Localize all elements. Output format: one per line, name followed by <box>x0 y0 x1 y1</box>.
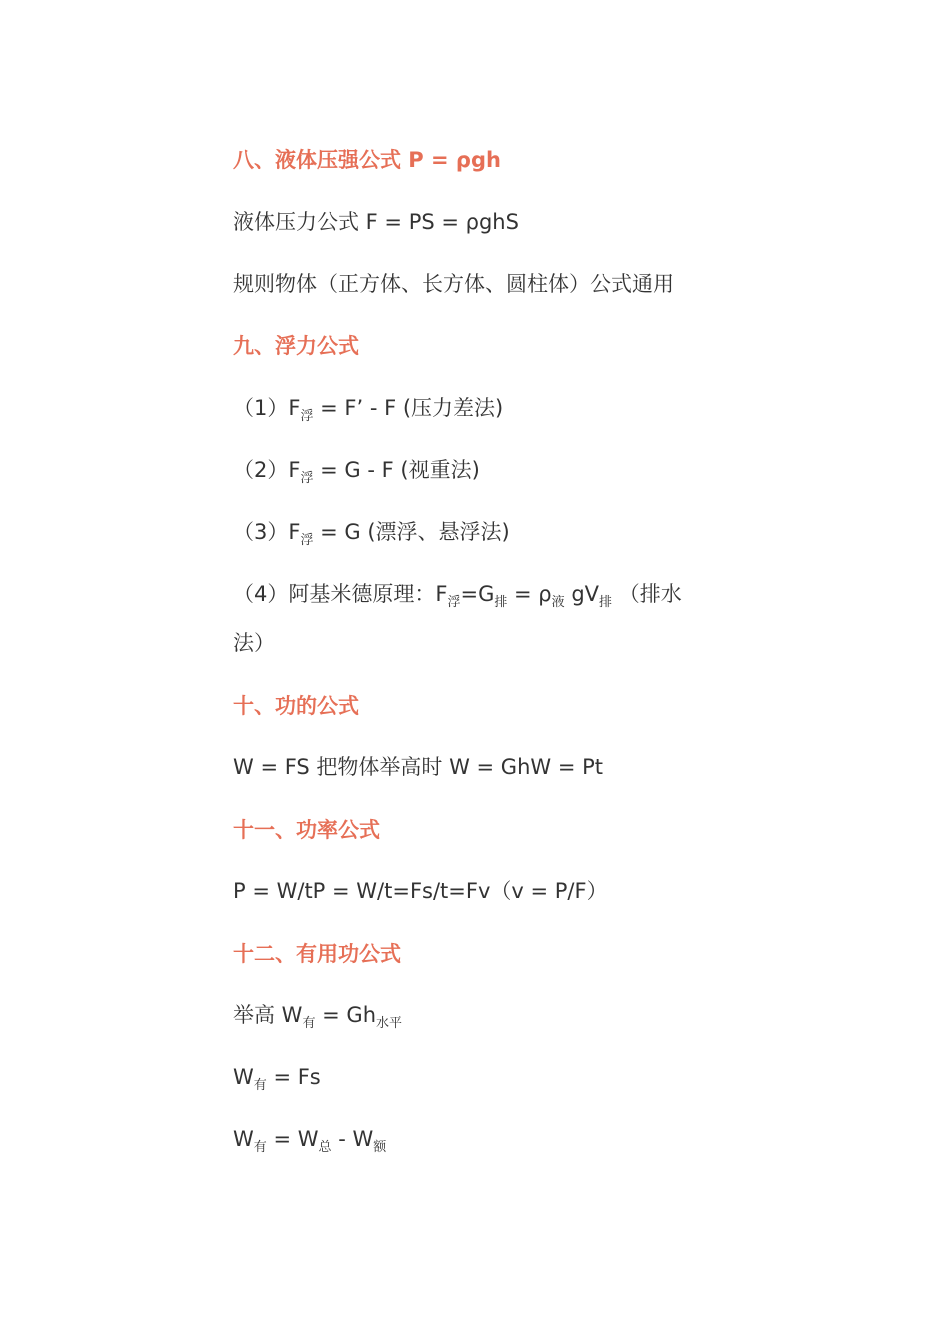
section-11-heading: 十一、功率公式 <box>233 818 380 842</box>
formula-subscript: 有 <box>253 1078 267 1093</box>
power-formula: P = W/tP = W/t=Fs/t=Fv（v = P/F） <box>233 879 608 903</box>
formula-subscript: 浮 <box>300 409 314 424</box>
liquid-force-formula: 液体压力公式 F = PS = ρghS <box>233 210 519 234</box>
section-8-heading: 八、液体压强公式 P = ρgh <box>233 148 501 172</box>
buoyancy-formula-1 <box>233 393 503 423</box>
useful-work-formula-3 <box>233 1124 386 1154</box>
formula-text: W <box>233 1127 254 1151</box>
formula-subscript: 浮 <box>447 595 461 610</box>
buoyancy-formula-3 <box>233 517 510 547</box>
formula-subscript: 总 <box>318 1140 332 1155</box>
formula-text: （3）F <box>233 520 301 544</box>
formula-subscript: 额 <box>373 1140 387 1155</box>
formula-text: （4）阿基米德原理：F <box>233 582 448 606</box>
formula-text: - W <box>331 1127 374 1151</box>
section-12-heading: 十二、有用功公式 <box>233 942 401 966</box>
formula-text: 举高 W <box>233 1003 303 1027</box>
formula-text: （排水 <box>612 582 682 606</box>
buoyancy-formula-4-continued: 法） <box>233 631 275 655</box>
formula-text: = Gh <box>315 1003 376 1027</box>
formula-text: =G <box>460 582 495 606</box>
formula-subscript: 排 <box>494 595 508 610</box>
work-formula: W = FS 把物体举高时 W = GhW = Pt <box>233 755 604 779</box>
formula-text: （1）F <box>233 396 301 420</box>
regular-objects-note: 规则物体（正方体、长方体、圆柱体）公式通用 <box>233 272 674 296</box>
formula-text: gV <box>564 582 600 606</box>
formula-text: = ρ <box>507 582 552 606</box>
formula-text: = W <box>266 1127 319 1151</box>
formula-subscript: 液 <box>551 595 565 610</box>
formula-text: W <box>233 1065 254 1089</box>
formula-text: = F’ - F (压力差法) <box>313 396 504 420</box>
buoyancy-formula-4 <box>233 579 682 609</box>
formula-subscript: 排 <box>599 595 613 610</box>
formula-text: = G (漂浮、悬浮法) <box>313 520 510 544</box>
buoyancy-formula-2 <box>233 455 480 485</box>
formula-subscript: 有 <box>302 1016 316 1031</box>
useful-work-formula-2 <box>233 1062 321 1092</box>
section-9-heading: 九、浮力公式 <box>233 334 359 358</box>
formula-subscript: 浮 <box>300 471 314 486</box>
formula-text: = Fs <box>266 1065 321 1089</box>
section-10-heading: 十、功的公式 <box>233 694 359 718</box>
formula-subscript: 有 <box>253 1140 267 1155</box>
formula-subscript: 水平 <box>376 1016 403 1031</box>
formula-text: = G - F (视重法) <box>313 458 480 482</box>
formula-subscript: 浮 <box>300 533 314 548</box>
formula-text: （2）F <box>233 458 301 482</box>
useful-work-formula-1 <box>233 1000 402 1030</box>
